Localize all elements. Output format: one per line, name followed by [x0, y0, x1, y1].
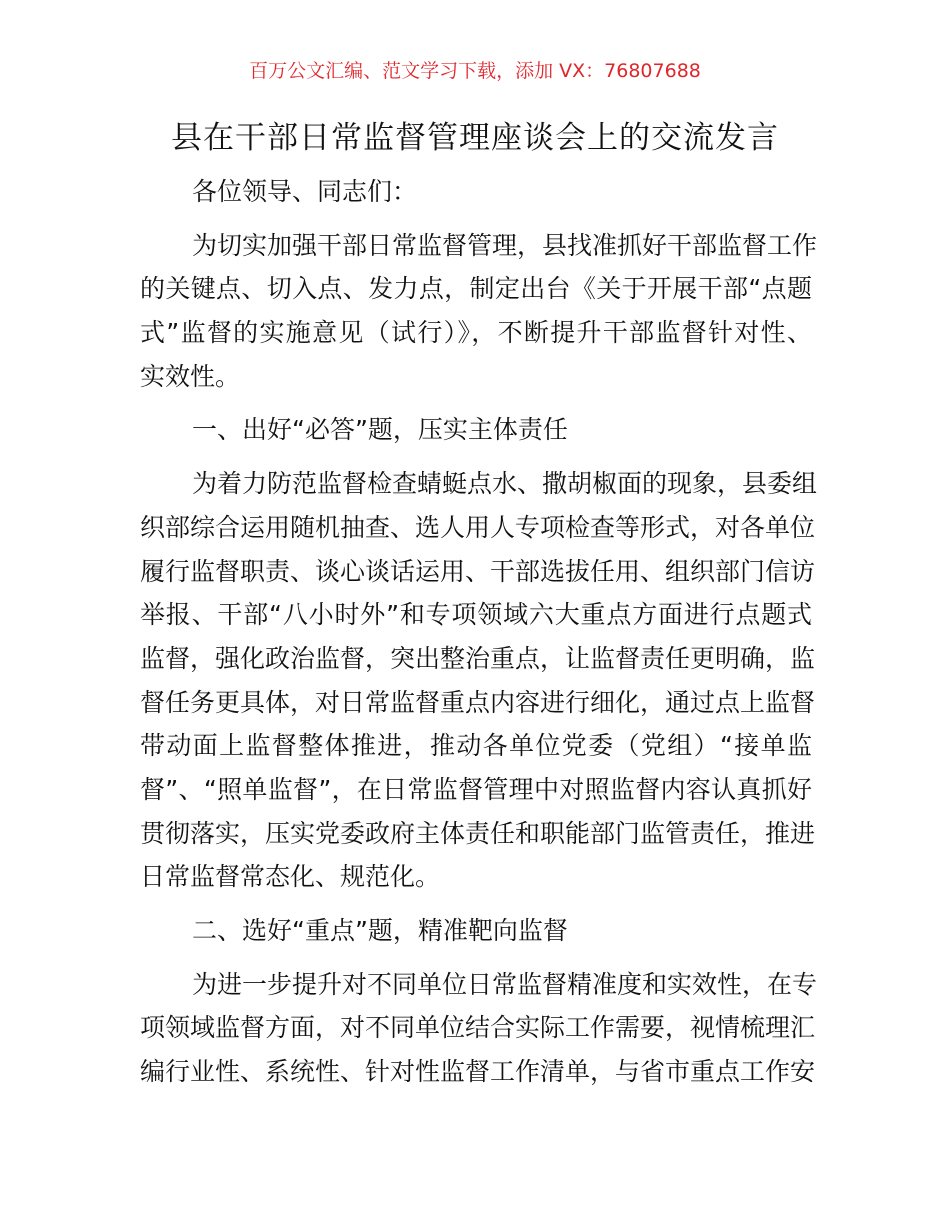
- text-line: 日常监督常态化、规范化。: [140, 862, 441, 892]
- text-line: 为着力防范监督检查蜻蜓点水、撒胡椒面的现象，县委组: [192, 469, 818, 499]
- section-heading: [140, 408, 812, 452]
- text-line: 督任务更具体，对日常监督重点内容进行细化，通过点上监督: [140, 687, 816, 717]
- paragraph: [140, 963, 818, 1094]
- text-line: 为进一步提升对不同单位日常监督精准度和实效性，在专: [192, 969, 818, 999]
- text-line: 二、选好“重点”题，精准靶向监督: [192, 916, 568, 945]
- document-body: [140, 170, 818, 1104]
- text-line: 举报、干部“八小时外”和专项领域六大重点方面进行点题式: [140, 600, 812, 630]
- text-line: 督”、“照单监督”，在日常监督管理中对照监督内容认真抓好: [140, 774, 812, 804]
- text-line: 一、出好“必答”题，压实主体责任: [192, 415, 568, 445]
- section-heading: [140, 909, 812, 953]
- greeting: [140, 170, 812, 214]
- text-line: 履行监督职责、谈心谈话运用、干部选拔任用、组织部门信访: [140, 556, 816, 586]
- document-title: 县在干部日常监督管理座谈会上的交流发言: [171, 120, 779, 156]
- paragraph: [140, 462, 818, 899]
- text-line: 为切实加强干部日常监督管理，县找准抓好干部监督工作: [192, 230, 818, 260]
- text-line: 贯彻落实，压实党委政府主体责任和职能部门监管责任，推进: [140, 818, 816, 848]
- text-line: 编行业性、系统性、针对性监督工作清单，与省市重点工作安: [140, 1057, 816, 1087]
- text-line: 项领域监督方面，对不同单位结合实际工作需要，视情梳理汇: [140, 1013, 816, 1043]
- watermark-header: 百万公文汇编、范文学习下载，添加 VX：76807688: [249, 60, 701, 82]
- text-line: 式”监督的实施意见（试行）》，不断提升干部监督针对性、: [140, 318, 812, 348]
- text-line: 各位领导、同志们：: [192, 177, 418, 206]
- text-line: 的关键点、切入点、发力点，制定出台《关于开展干部“点题: [140, 274, 812, 304]
- paragraph: [140, 224, 818, 399]
- text-line: 织部综合运用随机抽查、选人用人专项检查等形式，对各单位: [140, 512, 816, 542]
- text-line: 带动面上监督整体推进，推动各单位党委（党组）“接单监: [140, 731, 812, 761]
- text-line: 实效性。: [140, 361, 241, 391]
- text-line: 监督，强化政治监督，突出整治重点，让监督责任更明确，监: [140, 643, 816, 673]
